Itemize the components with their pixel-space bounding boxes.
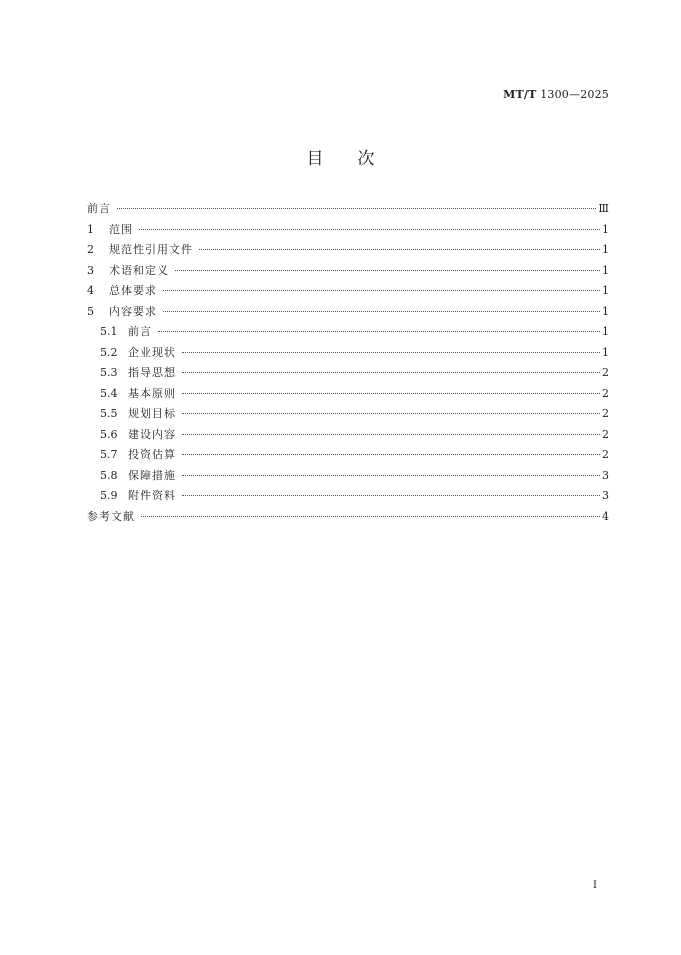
toc-leader-dots bbox=[182, 393, 600, 394]
toc-entry-label: 参考文献 bbox=[87, 509, 135, 523]
toc-entry-page: 2 bbox=[602, 366, 609, 379]
toc-entry-page: 2 bbox=[602, 407, 609, 420]
toc-entry-page: 2 bbox=[602, 448, 609, 461]
toc-entry-number: 5.1 bbox=[100, 325, 118, 338]
toc-entry[interactable] bbox=[87, 425, 609, 446]
toc-entry[interactable] bbox=[87, 445, 609, 466]
toc-entry-number: 2 bbox=[87, 243, 94, 256]
toc-entry-page: 1 bbox=[602, 243, 609, 256]
toc-entry[interactable] bbox=[87, 343, 609, 364]
table-of-contents bbox=[87, 199, 609, 527]
toc-leader-dots bbox=[182, 475, 600, 476]
page-number: I bbox=[593, 880, 597, 891]
toc-leader-dots bbox=[182, 454, 600, 455]
toc-entry[interactable] bbox=[87, 404, 609, 425]
standard-prefix: MT/T bbox=[503, 88, 537, 101]
toc-entry-label: 基本原则 bbox=[128, 386, 176, 400]
toc-leader-dots bbox=[163, 311, 600, 312]
toc-entry-label: 规范性引用文件 bbox=[109, 243, 193, 256]
toc-entry-page: 4 bbox=[602, 509, 609, 523]
standard-number: 1300—2025 bbox=[540, 88, 609, 101]
toc-entry-page: 3 bbox=[602, 489, 609, 502]
toc-entry[interactable] bbox=[87, 220, 609, 241]
toc-leader-dots bbox=[175, 270, 600, 271]
toc-entry-number: 5 bbox=[87, 304, 94, 318]
toc-entry-page: 1 bbox=[602, 345, 609, 359]
toc-entry-number: 5.8 bbox=[100, 468, 118, 482]
toc-entry-page: 1 bbox=[602, 304, 609, 318]
toc-entry-label: 总体要求 bbox=[109, 284, 157, 297]
toc-leader-dots bbox=[182, 372, 600, 373]
toc-entry-number: 5.4 bbox=[100, 386, 118, 400]
toc-entry-page: Ⅲ bbox=[598, 202, 609, 215]
toc-leader-dots bbox=[139, 229, 600, 230]
toc-entry-page: 2 bbox=[602, 386, 609, 400]
toc-entry-label: 保障措施 bbox=[128, 468, 176, 482]
toc-leader-dots bbox=[182, 434, 600, 435]
toc-entry[interactable] bbox=[87, 281, 609, 302]
standard-code bbox=[503, 88, 609, 101]
toc-leader-dots bbox=[182, 352, 600, 353]
toc-entry[interactable] bbox=[87, 363, 609, 384]
toc-leader-dots bbox=[182, 413, 600, 414]
toc-entry-label: 前言 bbox=[128, 325, 152, 338]
toc-entry[interactable] bbox=[87, 261, 609, 282]
toc-entry-number: 5.7 bbox=[100, 448, 118, 461]
toc-entry[interactable] bbox=[87, 322, 609, 343]
toc-entry-label: 投资估算 bbox=[128, 448, 176, 461]
toc-entry-label: 范围 bbox=[109, 222, 133, 236]
toc-entry-number: 4 bbox=[87, 284, 94, 297]
toc-entry[interactable] bbox=[87, 384, 609, 405]
toc-entry[interactable] bbox=[87, 302, 609, 323]
page-title: 目次 bbox=[306, 149, 409, 169]
toc-entry-label: 企业现状 bbox=[128, 345, 176, 359]
toc-leader-dots bbox=[199, 249, 600, 250]
toc-entry-number: 5.9 bbox=[100, 489, 118, 502]
toc-entry[interactable] bbox=[87, 199, 609, 220]
toc-entry-number: 5.5 bbox=[100, 407, 118, 420]
toc-entry-page: 2 bbox=[602, 427, 609, 441]
toc-entry-label: 规划目标 bbox=[128, 407, 176, 420]
toc-entry[interactable] bbox=[87, 507, 609, 528]
toc-entry-label: 内容要求 bbox=[109, 304, 157, 318]
toc-leader-dots bbox=[182, 495, 600, 496]
toc-entry-number: 1 bbox=[87, 222, 94, 236]
toc-entry-page: 1 bbox=[602, 263, 609, 277]
toc-entry-label: 指导思想 bbox=[128, 366, 176, 379]
toc-entry-label: 附件资料 bbox=[128, 489, 176, 502]
toc-entry-number: 3 bbox=[87, 263, 94, 277]
toc-entry-page: 1 bbox=[602, 325, 609, 338]
toc-entry-label: 术语和定义 bbox=[109, 263, 169, 277]
toc-entry-page: 1 bbox=[602, 284, 609, 297]
toc-entry-number: 5.2 bbox=[100, 345, 118, 359]
toc-leader-dots bbox=[158, 331, 600, 332]
toc-leader-dots bbox=[141, 516, 600, 517]
toc-entry-label: 前言 bbox=[87, 202, 111, 215]
toc-entry-page: 3 bbox=[602, 468, 609, 482]
toc-entry[interactable] bbox=[87, 466, 609, 487]
toc-entry-number: 5.3 bbox=[100, 366, 118, 379]
toc-entry[interactable] bbox=[87, 486, 609, 507]
toc-leader-dots bbox=[117, 208, 596, 209]
toc-entry[interactable] bbox=[87, 240, 609, 261]
toc-entry-number: 5.6 bbox=[100, 427, 118, 441]
toc-entry-page: 1 bbox=[602, 222, 609, 236]
toc-entry-label: 建设内容 bbox=[128, 427, 176, 441]
toc-leader-dots bbox=[163, 290, 600, 291]
